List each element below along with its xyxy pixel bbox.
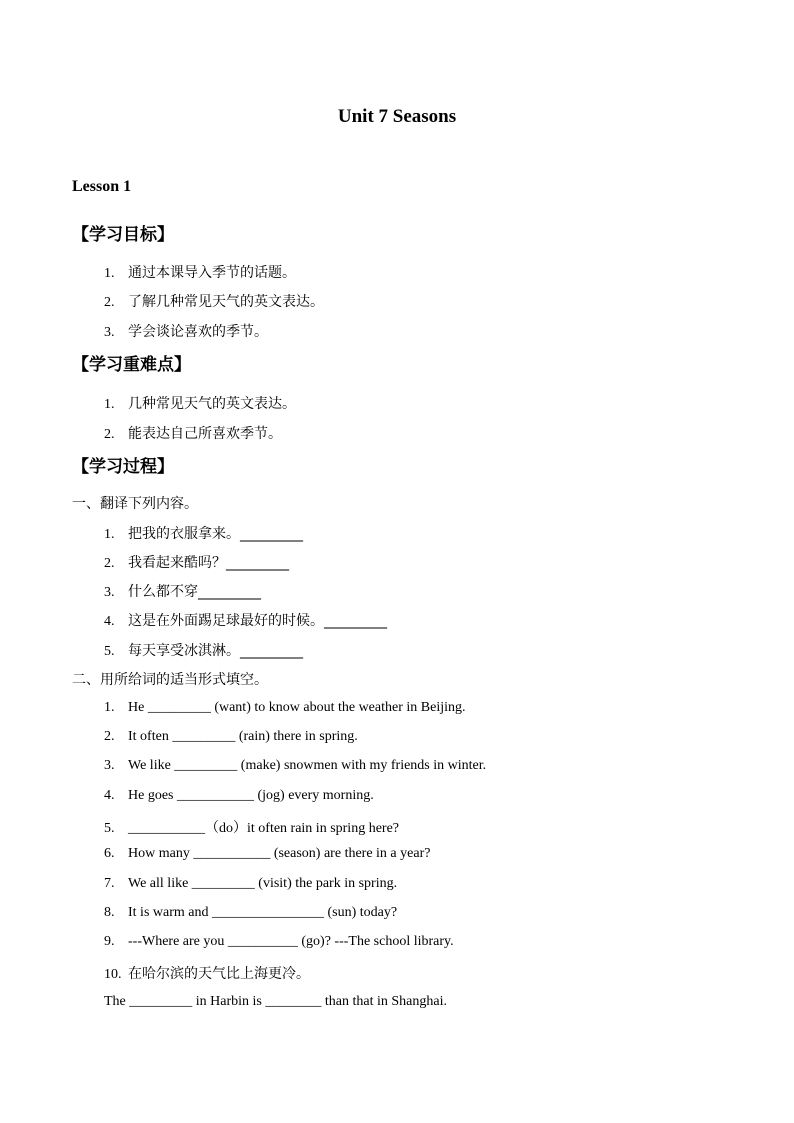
objective-item: [104, 291, 324, 311]
item-text: He goes ___________ (jog) every morning.: [128, 788, 374, 803]
item-number: 1.: [104, 397, 115, 412]
item-text: We like _________ (make) snowmen with my friends in winter.: [128, 758, 487, 773]
key-point-item: [104, 423, 282, 443]
item-text: How many ___________ (season) are there in a year?: [128, 846, 431, 861]
fill-item: [104, 876, 397, 892]
fill-item: [104, 758, 486, 774]
lesson-heading: Lesson 1: [72, 178, 132, 195]
item-number: 3.: [104, 325, 115, 340]
item-number: 2.: [104, 556, 115, 571]
item-text: 在哈尔滨的天气比上海更冷。: [128, 966, 310, 982]
translate-item: [104, 610, 387, 630]
item-text: 每天享受冰淇淋。_________: [128, 643, 303, 659]
item-number: 5.: [104, 821, 115, 836]
part1-heading: 一、翻译下列内容。: [72, 496, 198, 512]
item-number: 6.: [104, 846, 115, 861]
objective-item: [104, 321, 268, 341]
item-text: 能表达自己所喜欢季节。: [128, 426, 282, 442]
translate-item: [104, 640, 303, 660]
item-text: It often _________ (rain) there in spring.: [128, 729, 358, 744]
part2-heading: 二、用所给词的适当形式填空。: [72, 672, 268, 688]
item-text: ___________（do）it often rain in spring here?: [128, 821, 400, 836]
item-text: 几种常见天气的英文表达。: [128, 396, 296, 412]
key-points-heading: 【学习重难点】: [72, 355, 191, 375]
translate-item: [104, 581, 261, 601]
item-number: 7.: [104, 876, 115, 891]
translate-item: [104, 523, 303, 543]
page-title: Unit 7 Seasons: [337, 106, 457, 127]
item-number: 1.: [104, 266, 115, 281]
item-number: 1.: [104, 700, 115, 715]
item-text: It is warm and ________________ (sun) today?: [128, 905, 398, 920]
key-point-item: [104, 393, 296, 413]
fill-item: [104, 729, 358, 745]
fill-item: [104, 846, 430, 862]
item-text: 学会谈论喜欢的季节。: [128, 324, 268, 340]
item-number: 3.: [104, 758, 115, 773]
item-number: 2.: [104, 729, 115, 744]
fill-item: [104, 905, 397, 921]
process-heading: 【学习过程】: [72, 457, 174, 477]
fill-item-10-sentence: The _________ in Harbin is ________ than that in Shanghai.: [104, 994, 447, 1009]
item-number: 4.: [104, 614, 115, 629]
translate-item: [104, 552, 289, 572]
item-number: 5.: [104, 644, 115, 659]
item-number: 9.: [104, 934, 115, 949]
item-text: 了解几种常见天气的英文表达。: [128, 294, 324, 310]
fill-item: [104, 788, 374, 804]
item-number: 8.: [104, 905, 115, 920]
objectives-heading: 【学习目标】: [72, 225, 174, 245]
item-number: 2.: [104, 427, 115, 442]
item-text: We all like _________ (visit) the park in spring.: [128, 876, 398, 891]
item-number: 3.: [104, 585, 115, 600]
item-number: 2.: [104, 295, 115, 310]
item-number: 4.: [104, 788, 115, 803]
fill-item: [104, 700, 465, 716]
item-number: 1.: [104, 527, 115, 542]
item-text: 什么都不穿_________: [128, 584, 261, 600]
fill-item: [104, 934, 454, 950]
item-text: He _________ (want) to know about the weather in Beijing.: [128, 700, 466, 715]
objective-item: [104, 262, 296, 282]
item-text: 通过本课导入季节的话题。: [128, 265, 296, 281]
item-number: 10.: [104, 967, 122, 982]
item-text: 把我的衣服拿来。_________: [128, 526, 303, 542]
fill-item: [104, 817, 399, 837]
fill-item-10-prompt: [104, 963, 310, 983]
item-text: 这是在外面踢足球最好的时候。_________: [128, 613, 387, 629]
item-text: 我看起来酷吗？_________: [128, 555, 289, 571]
item-text: ---Where are you __________ (go)? ---The school library.: [128, 934, 454, 949]
